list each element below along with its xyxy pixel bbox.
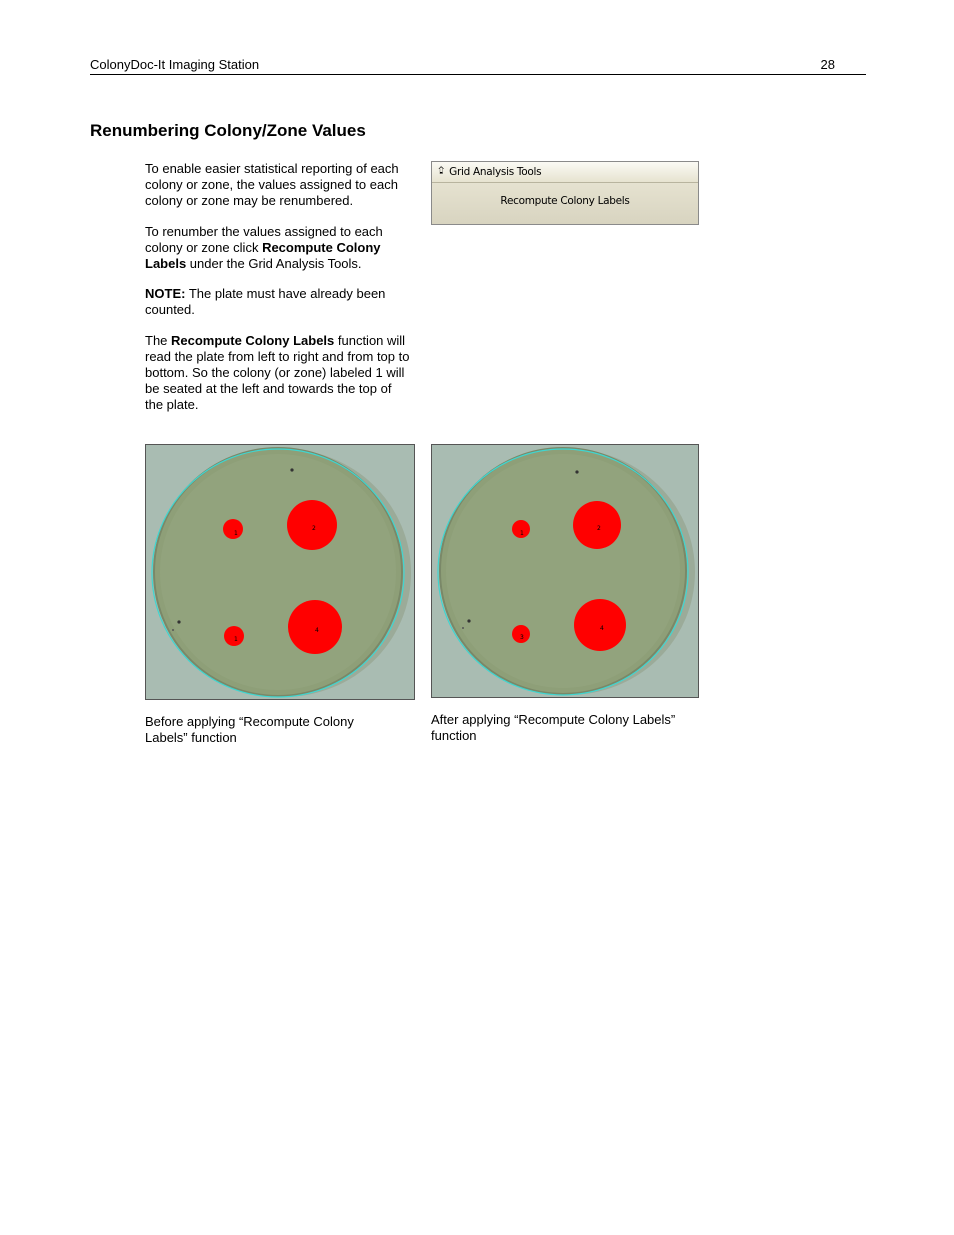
recompute-colony-labels-button[interactable]: Recompute Colony Labels	[500, 195, 630, 207]
text-run: To renumber the values assigned to each colony or zone click	[145, 223, 383, 255]
section-title: Renumbering Colony/Zone Values	[90, 121, 366, 140]
colony-label: 3	[520, 634, 524, 641]
colony-label: 4	[600, 625, 604, 632]
paragraph-function	[145, 333, 413, 414]
grid-analysis-tools-panel	[431, 161, 699, 225]
caption-before: Before applying “Recompute Colony Labels” function	[145, 714, 354, 746]
colony-label: 1	[234, 636, 238, 643]
panel-header[interactable]	[432, 162, 698, 183]
text-run: function will read the plate from left to right and from top to bottom. So the colony (or zone) labeled 1 will be seated at the left and towards the top of the plate.	[145, 332, 410, 413]
text-run: The	[145, 332, 172, 348]
plate-before-image	[145, 444, 415, 700]
panel-header-label: Grid Analysis Tools	[449, 166, 542, 178]
text-run: under the Grid Analysis Tools.	[186, 256, 362, 272]
colony-label: 2	[597, 525, 601, 532]
note-text: The plate must have already been counted.	[145, 286, 386, 318]
page-number: 28	[820, 57, 835, 72]
page-header	[90, 56, 866, 75]
document-title: ColonyDoc-It Imaging Station	[90, 57, 260, 72]
colony-label: 4	[315, 627, 319, 634]
colony-label: 1	[234, 530, 238, 537]
note-label: NOTE:	[145, 286, 186, 302]
colony-marker	[223, 519, 243, 539]
paragraph-instruction	[145, 224, 413, 273]
colony-label: 2	[312, 525, 316, 532]
paragraph-note	[145, 286, 413, 318]
body-text	[145, 161, 413, 428]
bold-function-name: Recompute Colony Labels	[145, 239, 381, 272]
colony-label: 1	[520, 530, 524, 537]
bold-function-name: Recompute Colony Labels	[171, 332, 335, 348]
paragraph-intro: To enable easier statistical reporting of each colony or zone, the values assigned to each colony or zone may be renumbered.	[145, 161, 399, 209]
double-chevron-up-icon[interactable]: ⮸	[438, 165, 445, 177]
plate-after-image	[431, 444, 699, 698]
caption-after: After applying “Recompute Colony Labels” function	[431, 712, 676, 744]
